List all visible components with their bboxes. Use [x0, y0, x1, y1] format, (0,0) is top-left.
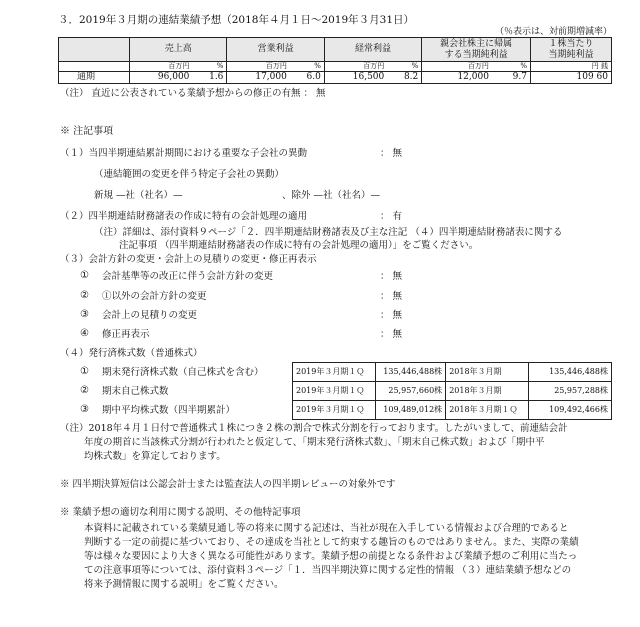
forecast-value-row — [59, 72, 612, 84]
item4-label-1: 期末発行済株式数（自己株式を含む） — [102, 367, 264, 378]
shares-value: 135,446,488株 — [529, 363, 612, 382]
item3-value-2: ： 無 — [380, 291, 403, 302]
shares-value: 109,492,466株 — [529, 401, 612, 420]
notes-heading: ※ 注記事項 — [60, 126, 114, 137]
shares-row — [293, 401, 612, 420]
row-label: 通期 — [59, 72, 130, 84]
unit-pct: % — [192, 62, 227, 72]
header-eps — [531, 38, 612, 62]
review-note: ※ 四半期決算短信は公認会計士または監査法人の四半期レビューの対象外です — [60, 479, 396, 490]
unit-pct: % — [492, 62, 531, 72]
item3-num-3: ③ — [80, 309, 89, 320]
forecast-note-line1: 本資料に記載されている業績見通し等の将来に関する記述は、当社が現在入手している情報および合理的であると — [84, 523, 569, 534]
forecast-table — [58, 37, 612, 84]
unit-million: 百万円 — [130, 62, 193, 72]
value-net-pct: 9.7 — [492, 72, 531, 84]
item3-num-4: ④ — [80, 328, 89, 339]
value-ordinary-pct: 8.2 — [387, 72, 422, 84]
shares-period: 2018年３月期１Ｑ — [446, 401, 529, 420]
forecast-note-line4: ての注意事項等については、添付資料３ページ「１．当四半期決算に関する定性的情報 （３）連結業績予想などの — [84, 565, 572, 576]
pct-note: （％表示は、対前期増減率） — [494, 27, 612, 37]
header-net-income-line1: 親会社株主に帰属 — [440, 38, 513, 49]
unit-pct: % — [290, 62, 325, 72]
item4-num-2: ② — [80, 385, 89, 396]
note-item1-sub: （連結範囲の変更を伴う特定子会社の異動） — [94, 169, 285, 180]
item4-label-2: 期末自己株式数 — [102, 386, 169, 397]
item3-num-1: ① — [80, 270, 89, 281]
note-item1-excl: 、除外 —社（社名）— — [282, 190, 381, 201]
forecast-unit-row — [59, 62, 612, 72]
section-heading: ３．2019年３月期の連結業績予想（2018年４月１日～2019年３月31日） — [58, 14, 415, 26]
value-sales-pct: 1.6 — [192, 72, 227, 84]
note-item4: （４）発行済株式数（普通株式） — [60, 348, 203, 359]
shares-value: 25,957,660株 — [375, 382, 445, 401]
shares-row — [293, 382, 612, 401]
header-sales: 売上高 — [130, 38, 227, 62]
header-net-income-line2: する当期純利益 — [444, 49, 508, 60]
item3-value-1: ： 無 — [380, 271, 403, 282]
note-item1-new: 新規 —社（社名）— — [94, 190, 183, 201]
split-note-line1: （注）2018年４月１日付で普通株式１株につき２株の割合で株式分割を行っております。したがいまして、前連結会計 — [60, 423, 568, 434]
shares-value: 25,957,288株 — [529, 382, 612, 401]
value-operating-pct: 6.0 — [290, 72, 325, 84]
item4-num-1: ① — [80, 366, 89, 377]
item3-value-3: ： 無 — [380, 310, 403, 321]
value-net: 12,000 — [422, 72, 492, 84]
item4-num-3: ③ — [80, 404, 89, 415]
header-eps-line2: 当期純利益 — [548, 49, 594, 60]
shares-period: 2019年３月期１Ｑ — [293, 382, 376, 401]
item3-label-1: 会計基準等の改正に伴う会計方針の変更 — [102, 271, 274, 282]
header-ordinary-profit: 経常利益 — [324, 38, 421, 62]
shares-row — [293, 363, 612, 382]
split-note-line2: 年度の期首に当該株式分割が行われたと仮定して、「期末発行済株式数」、「期末自己株式数」および「期中平 — [84, 437, 545, 448]
note-item2-detail1: （注）詳細は、添付資料９ページ「２．四半期連結財務諸表及び主な注記 （４）四半期連結財務諸表に関する — [94, 227, 563, 238]
shares-period: 2018年３月期 — [446, 382, 529, 401]
unit-yen: 円 銭 — [531, 62, 612, 72]
value-sales: 96,000 — [130, 72, 193, 84]
unit-million: 百万円 — [227, 62, 290, 72]
forecast-footnote: （注） 直近に公表されている業績予想からの修正の有無 ： 無 — [60, 88, 326, 99]
item3-label-4: 修正再表示 — [102, 329, 150, 340]
header-net-income — [422, 38, 531, 62]
shares-value: 135,446,488株 — [375, 363, 445, 382]
forecast-note-line2: 判断する一定の前提に基づいており、その達成を当社として約束する趣旨のものではありません。また、実際の業績 — [84, 537, 579, 548]
forecast-header-row — [59, 38, 612, 62]
split-note-line3: 均株式数」を算定しております。 — [84, 451, 226, 462]
shares-table — [292, 362, 612, 420]
value-ordinary: 16,500 — [324, 72, 387, 84]
note-item2-value: ： 有 — [380, 211, 403, 222]
item3-label-3: 会計上の見積りの変更 — [102, 310, 198, 321]
shares-period: 2019年３月期１Ｑ — [293, 363, 376, 382]
item3-label-2: ①以外の会計方針の変更 — [102, 291, 207, 302]
value-operating: 17,000 — [227, 72, 290, 84]
forecast-note-heading: ※ 業績予想の適切な利用に関する説明、その他特記事項 — [60, 507, 301, 518]
note-item1: （１）当四半期連結累計期間における重要な子会社の異動 — [60, 148, 308, 159]
shares-period: 2018年３月期 — [446, 363, 529, 382]
header-operating-profit: 営業利益 — [227, 38, 324, 62]
forecast-note-line5: 将来予測情報に関する説明」をご覧ください。 — [84, 579, 284, 590]
empty-header-cell — [59, 38, 130, 62]
note-item2-detail2: 注記事項 （四半期連結財務諸表の作成に特有の会計処理の適用）」をご覧ください。 — [119, 240, 479, 251]
note-item2: （２）四半期連結財務諸表の作成に特有の会計処理の適用 — [60, 211, 308, 222]
value-eps: 109 60 — [531, 72, 612, 84]
shares-value: 109,489,012株 — [375, 401, 445, 420]
unit-pct: % — [387, 62, 422, 72]
header-eps-line1: １株当たり — [548, 38, 594, 49]
unit-million: 百万円 — [324, 62, 387, 72]
item3-num-2: ② — [80, 290, 89, 301]
note-item3: （３）会計方針の変更・会計上の見積りの変更・修正再表示 — [60, 254, 317, 265]
unit-empty — [59, 62, 130, 72]
item3-value-4: ： 無 — [380, 329, 403, 340]
note-item1-value: ： 無 — [380, 148, 403, 159]
unit-million: 百万円 — [422, 62, 492, 72]
forecast-note-line3: 等は様々な要因により大きく異なる可能性があります。業績予想の前提となる条件および業績予想のご利用に当たっ — [84, 551, 578, 562]
item4-label-3: 期中平均株式数（四半期累計） — [102, 405, 236, 416]
shares-period: 2019年３月期１Ｑ — [293, 401, 376, 420]
